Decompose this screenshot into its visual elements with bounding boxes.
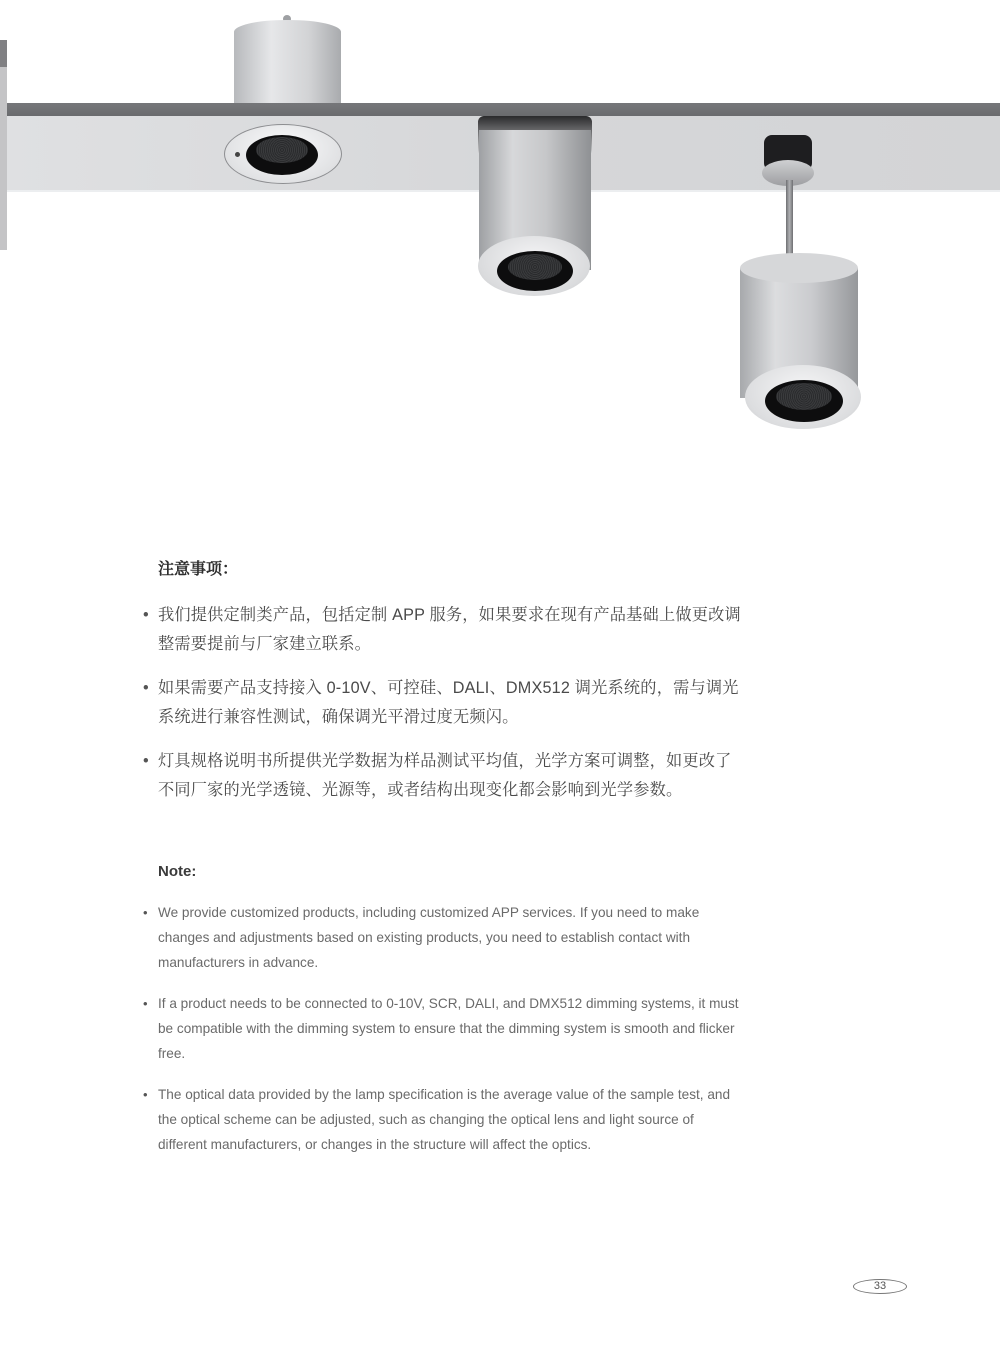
bullet-icon: • <box>143 679 149 697</box>
notes-heading-zh: 注意事项： <box>158 561 239 578</box>
notes-list-zh <box>143 601 743 805</box>
pendant-fixture-top <box>740 253 858 283</box>
notes-section-en <box>143 863 743 1173</box>
note-text: If a product needs to be connected to 0-10V, SCR, DALI, and DMX512 dimming systems, it must be compatible with the dimming system to ensure that the dimming system is smooth and flicker free. <box>158 996 739 1061</box>
pendant-fixture-lens <box>776 383 832 410</box>
page-edge-cap <box>0 40 7 67</box>
note-text: 我们提供定制类产品，包括定制 APP 服务，如果要求在现有产品基础上做更改调整需要提前与厂家建立联系。 <box>158 606 741 653</box>
notes-heading-en: Note: <box>158 863 197 880</box>
notes-section-zh <box>143 556 743 820</box>
bullet-icon: • <box>143 905 148 920</box>
note-item-en <box>143 991 743 1066</box>
note-text: The optical data provided by the lamp specification is the average value of the sample test, and the optical scheme can be adjusted, such as changing the optical lens and light source of different manufacturers, or changes in the structure will affect the optics. <box>158 1087 731 1152</box>
bullet-icon: • <box>143 752 149 770</box>
note-item-zh <box>143 601 743 659</box>
note-text: 如果需要产品支持接入 0-10V、可控硅、DALI、DMX512 调光系统的，需与调光系统进行兼容性测试，确保调光平滑过度无频闪。 <box>158 679 739 726</box>
note-item-en <box>143 1082 743 1157</box>
notes-list-en <box>143 900 743 1157</box>
page-number: 33 <box>853 1279 907 1294</box>
note-text: We provide customized products, including customized APP services. If you need to make changes and adjustments based on existing products, you need to establish contact with manufacturers in advance. <box>158 905 700 970</box>
bullet-icon: • <box>143 1087 148 1102</box>
bullet-icon: • <box>143 606 149 624</box>
note-item-zh <box>143 747 743 805</box>
recessed-fixture-screw <box>235 152 240 157</box>
note-item-en <box>143 900 743 975</box>
recessed-fixture-lens <box>256 137 308 163</box>
surface-fixture-lens <box>508 254 562 280</box>
note-item-zh <box>143 674 743 732</box>
bullet-icon: • <box>143 996 148 1011</box>
recessed-fixture-housing <box>234 20 341 104</box>
page-edge-strip <box>0 40 7 250</box>
ceiling-edge <box>7 103 1000 116</box>
note-text: 灯具规格说明书所提供光学数据为样品测试平均值，光学方案可调整，如更改了不同厂家的光学透镜、光源等，或者结构出现变化都会影响到光学参数。 <box>158 752 732 799</box>
